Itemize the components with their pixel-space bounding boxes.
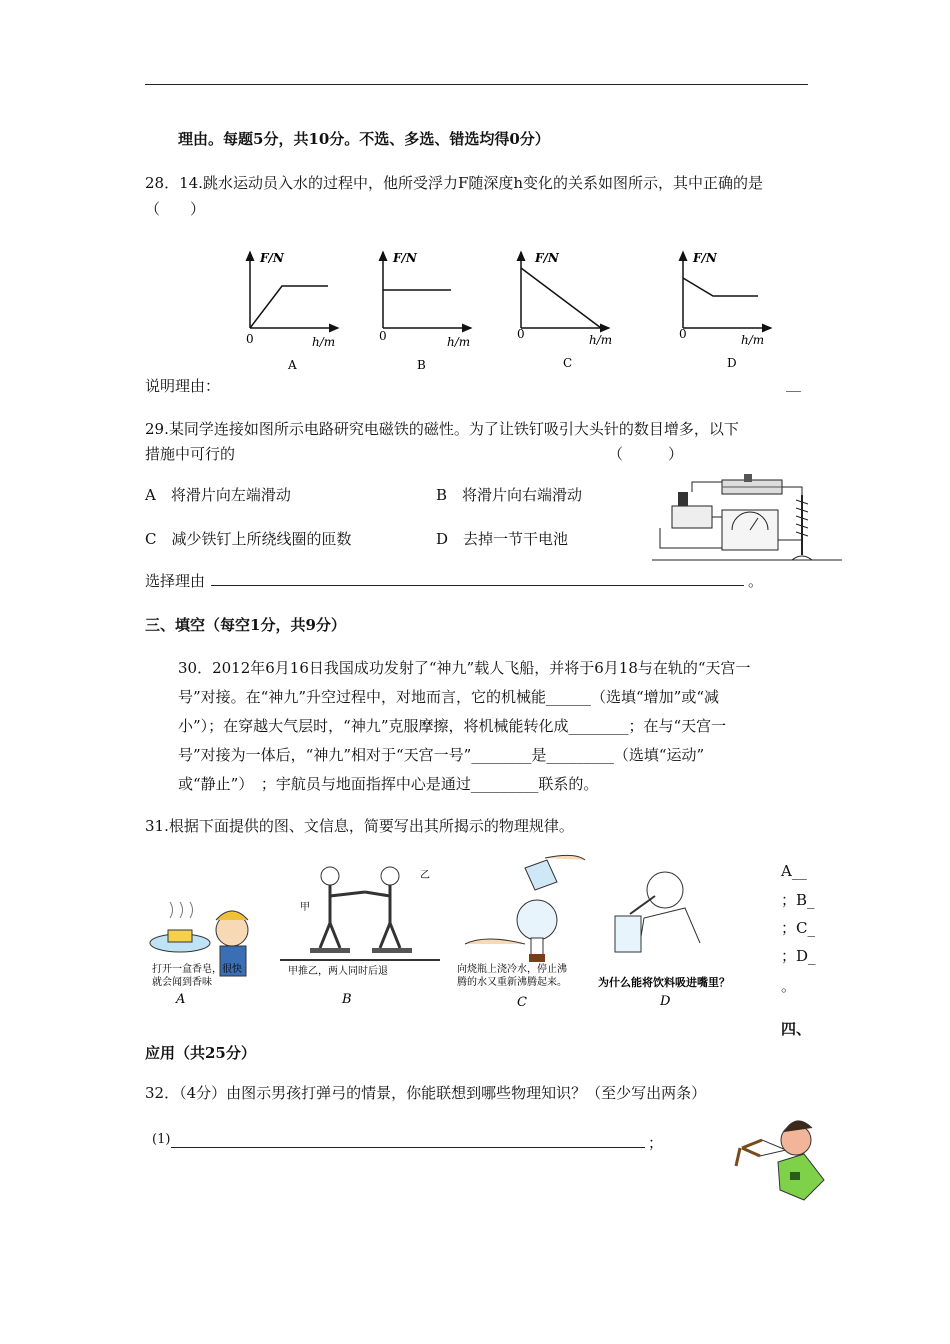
caption-a-line2: 就会闻到香味 <box>152 977 212 988</box>
letter-b: B <box>342 992 352 1007</box>
graph-b-x-label: h/m <box>447 335 471 349</box>
graph-c-letter: C <box>563 356 573 370</box>
illustration-a <box>150 902 248 1007</box>
graph-c-origin: 0 <box>517 327 525 341</box>
illustration-c <box>457 855 585 1010</box>
q29-option-b[interactable]: B 将滑片向右端滑动 <box>436 486 583 504</box>
graph-d-letter: D <box>727 356 737 370</box>
q29-stem-cont: 措施中可行的 <box>145 445 236 463</box>
q30-line1: 30．2012年6月16日我国成功发射了“神九”载人飞船，并将于6月18与在轨的“天宫一 <box>178 659 751 677</box>
graph-d <box>679 251 771 370</box>
push-label-b: 乙 <box>420 870 430 881</box>
q32-item1-blank[interactable] <box>171 1132 645 1148</box>
electromagnet-circuit-figure <box>652 470 842 570</box>
q31-answer-d[interactable]: ；D_ <box>781 947 816 965</box>
q30-line3: 小”）；在穿越大气层时，“神九”克服摩擦，将机械能转化成________；在与“天宫一 <box>178 717 727 735</box>
q28-graphs <box>238 240 778 375</box>
letter-c: C <box>517 995 527 1010</box>
push-label-a: 甲 <box>300 902 310 913</box>
graph-a <box>246 251 338 372</box>
q28-reason-label: 说明理由： <box>145 377 221 395</box>
q32-item1-end: ； <box>648 1134 664 1152</box>
slingshot-boy-figure <box>734 1110 834 1206</box>
q28-answer-paren: （ ） <box>145 200 206 218</box>
q32-item1-label: (1) <box>152 1132 171 1147</box>
q29-reason-blank[interactable] <box>211 570 744 586</box>
graph-a-y-label: F/N <box>260 251 284 265</box>
q30-line4: 号”对接为一体后，“神九”相对于“天宫一号”________是_________（选填“运动” <box>178 746 705 764</box>
q29-reason-label: 选择理由 <box>145 572 206 590</box>
caption-c-line1: 向烧瓶上浇冷水，停止沸 <box>457 964 567 975</box>
illustration-d <box>598 872 730 1009</box>
caption-a-line1: 打开一盒香皂，很快 <box>152 964 242 975</box>
q29-answer-paren: （ ） <box>608 445 684 463</box>
graph-b-y-label: F/N <box>393 251 417 265</box>
caption-c-line2: 腾的水又重新沸腾起来。 <box>457 977 567 988</box>
q28-stem: 28．14.跳水运动员入水的过程中，他所受浮力F随深度h变化的关系如图所示，其中正确的是 <box>145 174 764 192</box>
graph-c <box>517 251 612 370</box>
illustration-b <box>280 867 440 1007</box>
q29-option-d[interactable]: D 去掉一节干电池 <box>436 530 569 548</box>
q31-stem: 31.根据下面提供的图、文信息，简要写出其所揭示的物理规律。 <box>145 817 574 835</box>
graph-d-x-label: h/m <box>741 333 765 347</box>
graph-a-letter: A <box>288 358 297 372</box>
graph-b-origin: 0 <box>379 329 387 343</box>
q31-answer-a[interactable]: A__ <box>781 862 807 880</box>
graph-b <box>379 251 471 372</box>
graph-a-x-label: h/m <box>312 335 336 349</box>
graph-b-letter: B <box>417 358 426 372</box>
scoring-note: 理由。每题5分，共10分。不选、多选、错选均得0分） <box>178 130 550 148</box>
graph-d-origin: 0 <box>679 327 687 341</box>
q29-option-c[interactable]: C 减少铁钉上所绕线圈的匝数 <box>145 530 352 548</box>
q30-line5: 或“静止”） ；宇航员与地面指挥中心是通过_________联系的。 <box>178 775 599 793</box>
caption-b: 甲推乙，两人同时后退 <box>288 966 388 977</box>
graph-a-origin: 0 <box>246 332 254 346</box>
q28-reason-blank[interactable]: __ <box>786 374 801 392</box>
q29-reason-end: 。 <box>748 572 764 590</box>
letter-d: D <box>660 994 671 1009</box>
header-rule <box>145 84 808 85</box>
section4-title: 应用（共25分） <box>145 1044 256 1062</box>
q30-line2: 号”对接。在“神九”升空过程中，对地而言，它的机械能______（选填“增加”或“减 <box>178 688 720 706</box>
q32-stem: 32．（4分）由图示男孩打弹弓的情景，你能联想到哪些物理知识？（至少写出两条） <box>145 1084 707 1102</box>
graph-c-y-label: F/N <box>535 251 559 265</box>
q29-option-a[interactable]: A 将滑片向左端滑动 <box>145 486 291 504</box>
graph-d-y-label: F/N <box>693 251 717 265</box>
q29-stem: 29.某同学连接如图所示电路研究电磁铁的磁性。为了让铁钉吸引大头针的数目增多，以下 <box>145 420 739 438</box>
q31-answer-b[interactable]: ；B_ <box>781 891 815 909</box>
caption-d: 为什么能将饮料吸进嘴里？ <box>598 976 730 989</box>
section4-number: 四、 <box>781 1020 812 1038</box>
section3-title: 三、填空（每空1分，共9分） <box>145 616 346 634</box>
q31-answer-end: 。 <box>781 977 797 995</box>
q31-answer-c[interactable]: ；C_ <box>781 919 815 937</box>
q31-illustrations <box>140 848 785 1013</box>
graph-c-x-label: h/m <box>589 333 613 347</box>
letter-a: A <box>176 992 186 1007</box>
